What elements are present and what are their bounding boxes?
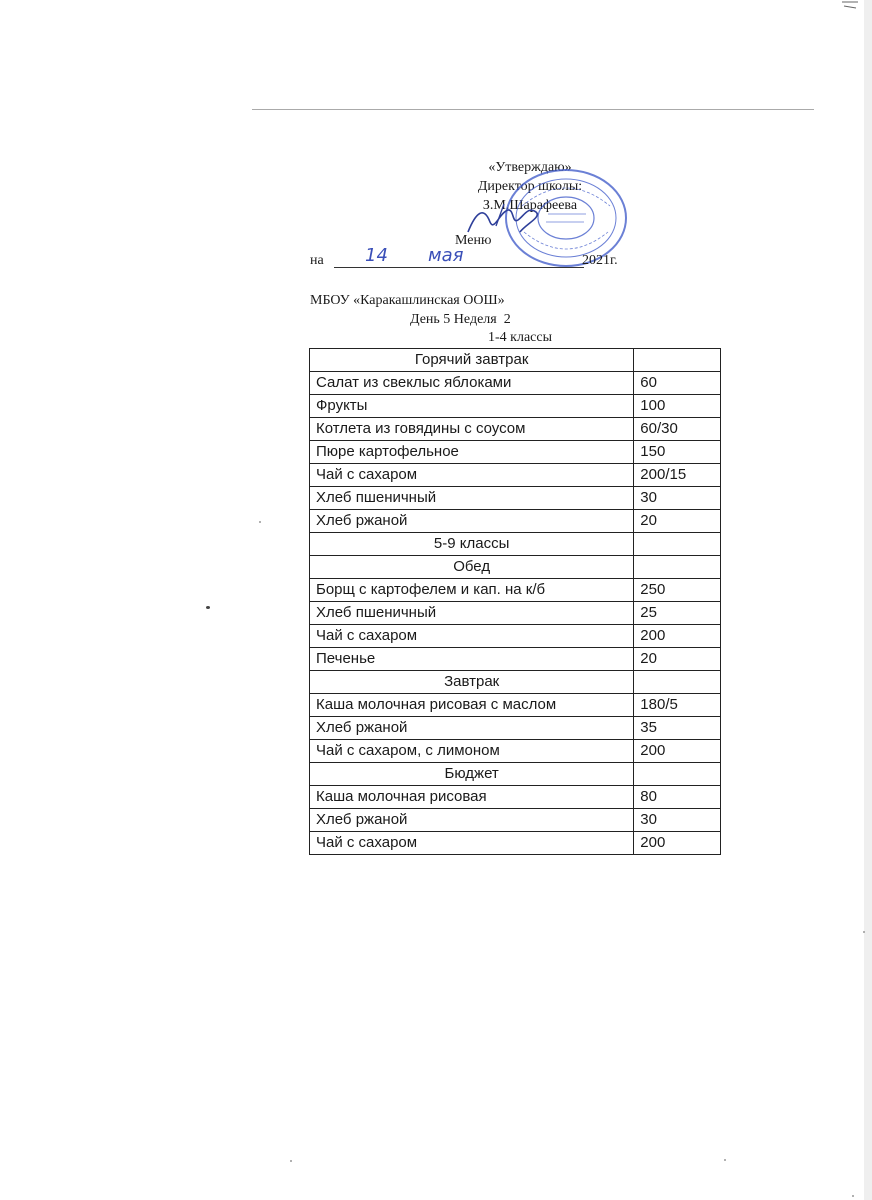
- portion-weight: 25: [634, 602, 721, 625]
- dish-name: Чай с сахаром: [310, 464, 634, 487]
- approval-position: Директор школы:: [477, 179, 583, 194]
- date-month-handwritten: мая: [428, 245, 464, 266]
- portion-weight: 20: [634, 648, 721, 671]
- dish-name: Хлеб пшеничный: [310, 602, 634, 625]
- dish-name: Чай с сахаром: [310, 832, 634, 855]
- scan-speck: [206, 606, 210, 609]
- section-row: [310, 533, 721, 556]
- menu-title: Меню: [455, 233, 492, 248]
- dish-name: Пюре картофельное: [310, 441, 634, 464]
- portion-weight: 30: [634, 487, 721, 510]
- menu-item-row: [310, 694, 721, 717]
- dish-name: Хлеб ржаной: [310, 510, 634, 533]
- approval-title: «Утверждаю»: [488, 160, 572, 175]
- menu-item-row: [310, 625, 721, 648]
- portion-weight: 30: [634, 809, 721, 832]
- portion-weight: 200: [634, 832, 721, 855]
- menu-item-row: [310, 786, 721, 809]
- dish-name: Хлеб ржаной: [310, 809, 634, 832]
- menu-item-row: [310, 832, 721, 855]
- portion-weight: 20: [634, 510, 721, 533]
- date-line: [310, 245, 640, 273]
- school-name: МБОУ «Каракашлинская ООШ»: [310, 293, 505, 308]
- dish-name: Салат из свеклыс яблоками: [310, 372, 634, 395]
- section-row: [310, 763, 721, 786]
- portion-weight: 100: [634, 395, 721, 418]
- menu-item-row: [310, 441, 721, 464]
- date-prefix: на: [310, 253, 324, 268]
- portion-weight: [634, 349, 721, 372]
- scan-speck: [863, 931, 865, 933]
- dish-name: Чай с сахаром: [310, 625, 634, 648]
- portion-weight: 35: [634, 717, 721, 740]
- menu-table-body: [310, 349, 721, 855]
- portion-weight: [634, 671, 721, 694]
- section-title: Завтрак: [310, 671, 634, 694]
- menu-item-row: [310, 510, 721, 533]
- portion-weight: [634, 763, 721, 786]
- portion-weight: 200/15: [634, 464, 721, 487]
- menu-item-row: [310, 464, 721, 487]
- dish-name: Борщ с картофелем и кап. на к/б: [310, 579, 634, 602]
- menu-item-row: [310, 579, 721, 602]
- dish-name: Каша молочная рисовая: [310, 786, 634, 809]
- scan-speck: [259, 521, 261, 523]
- menu-item-row: [310, 418, 721, 441]
- section-title: Горячий завтрак: [310, 349, 634, 372]
- menu-item-row: [310, 809, 721, 832]
- day-week: День 5 Неделя 2: [410, 312, 511, 327]
- corner-mark: [840, 0, 860, 12]
- menu-table: [309, 348, 721, 855]
- dish-name: Хлеб ржаной: [310, 717, 634, 740]
- section-title: 5-9 классы: [310, 533, 634, 556]
- portion-weight: [634, 533, 721, 556]
- portion-weight: 250: [634, 579, 721, 602]
- dish-name: Каша молочная рисовая с маслом: [310, 694, 634, 717]
- portion-weight: 60/30: [634, 418, 721, 441]
- menu-item-row: [310, 602, 721, 625]
- portion-weight: 200: [634, 625, 721, 648]
- approval-director-name: З.М.Шарафеева: [482, 198, 578, 213]
- dish-name: Печенье: [310, 648, 634, 671]
- section-row: [310, 671, 721, 694]
- scan-speck: [724, 1159, 726, 1161]
- date-day-handwritten: 14: [365, 245, 388, 266]
- dish-name: Хлеб пшеничный: [310, 487, 634, 510]
- menu-item-row: [310, 717, 721, 740]
- menu-item-row: [310, 740, 721, 763]
- scan-edge: [864, 0, 872, 1200]
- grade-heading: 1-4 классы: [488, 330, 552, 345]
- portion-weight: 150: [634, 441, 721, 464]
- section-row: [310, 556, 721, 579]
- menu-item-row: [310, 372, 721, 395]
- dish-name: Чай с сахаром, с лимоном: [310, 740, 634, 763]
- date-year: 2021г.: [582, 253, 618, 268]
- menu-item-row: [310, 648, 721, 671]
- portion-weight: 200: [634, 740, 721, 763]
- portion-weight: 60: [634, 372, 721, 395]
- section-title: Бюджет: [310, 763, 634, 786]
- dish-name: Котлета из говядины с соусом: [310, 418, 634, 441]
- portion-weight: [634, 556, 721, 579]
- section-title: Обед: [310, 556, 634, 579]
- scan-speck: [852, 1195, 854, 1197]
- date-underline: [334, 267, 584, 268]
- menu-item-row: [310, 395, 721, 418]
- portion-weight: 180/5: [634, 694, 721, 717]
- section-row: [310, 349, 721, 372]
- scan-speck: [290, 1160, 292, 1162]
- dish-name: Фрукты: [310, 395, 634, 418]
- portion-weight: 80: [634, 786, 721, 809]
- top-rule: [252, 109, 814, 110]
- menu-item-row: [310, 487, 721, 510]
